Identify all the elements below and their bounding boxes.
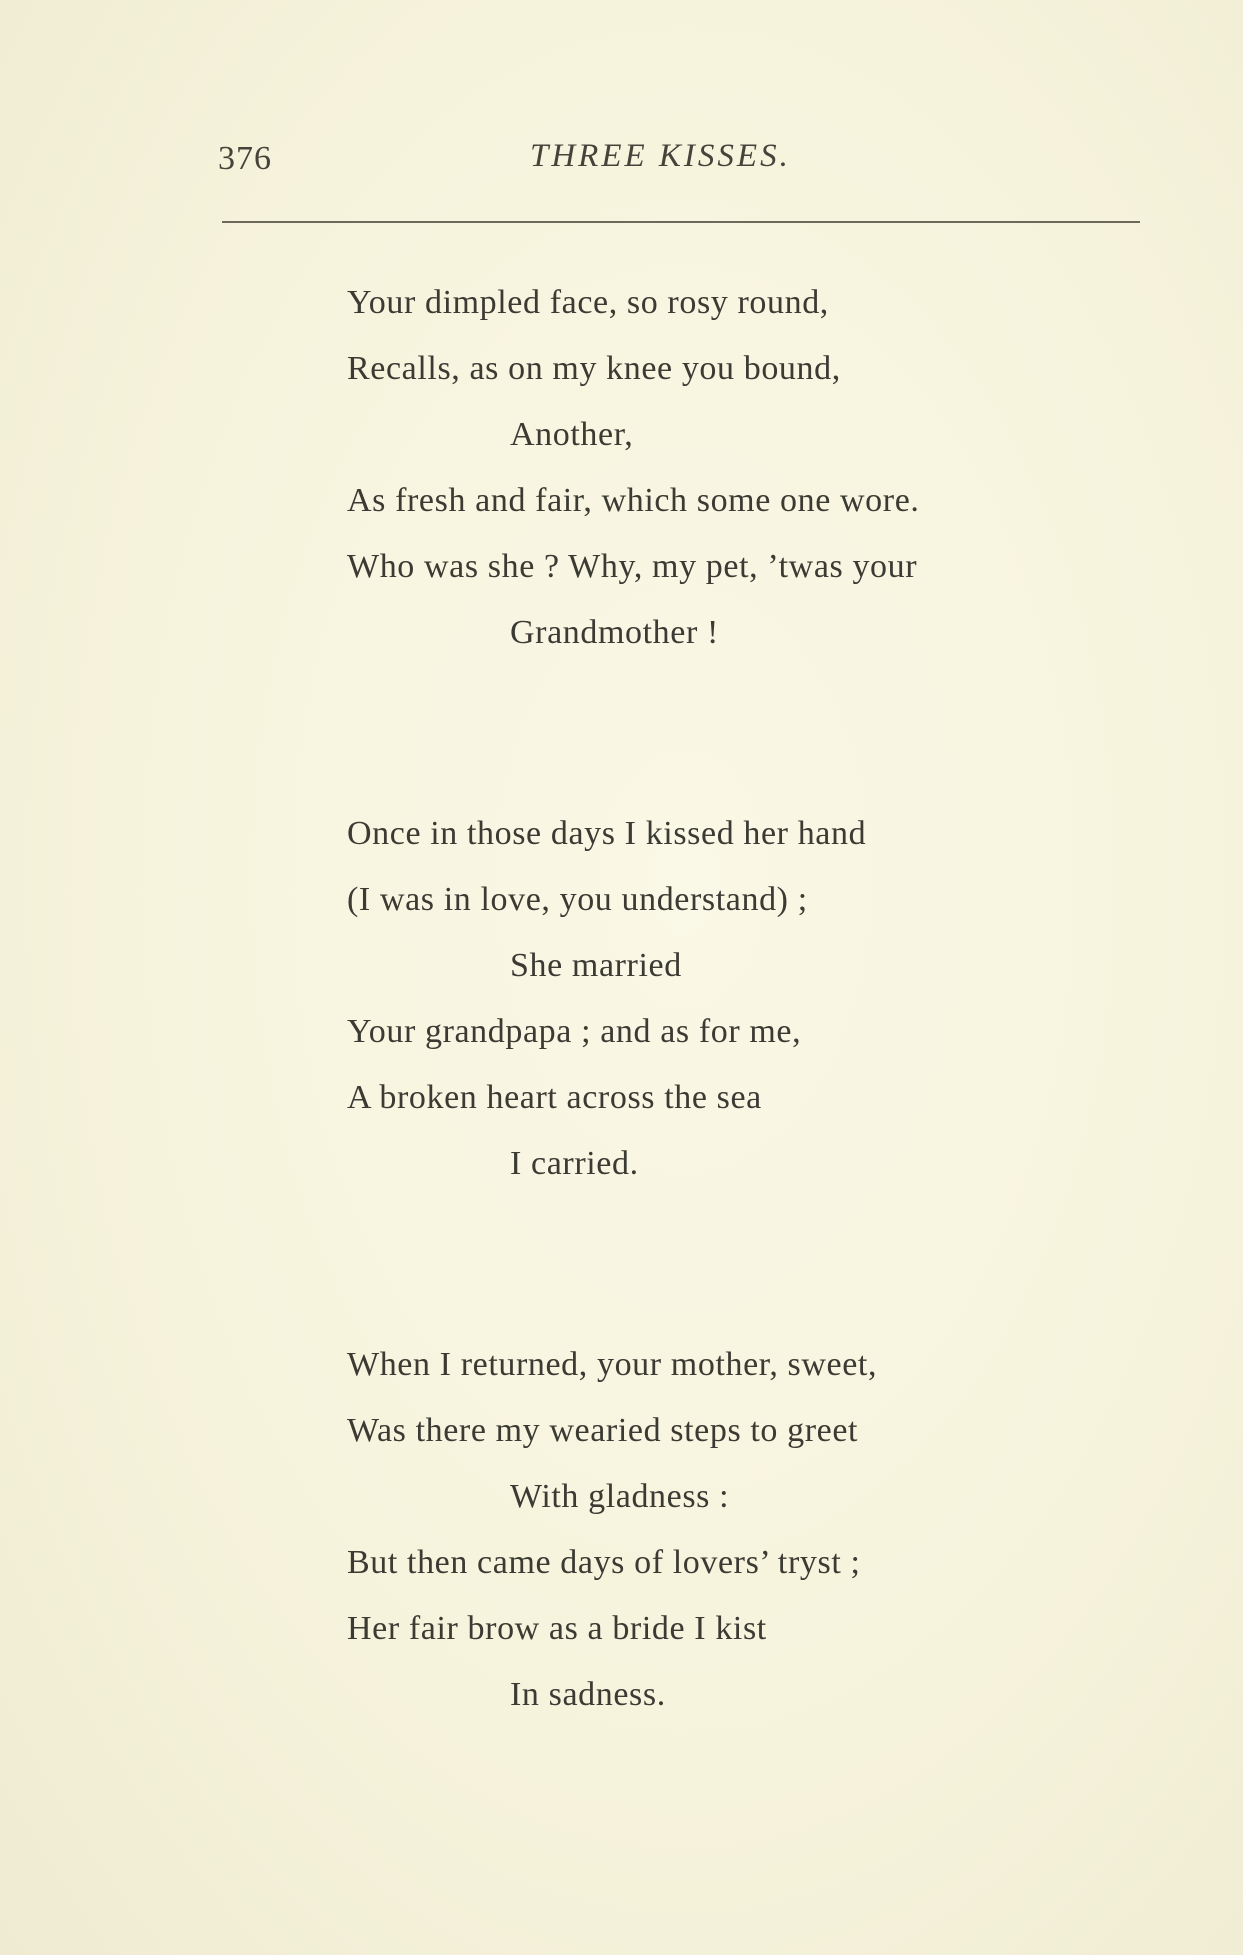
poem-line: Who was she ? Why, my pet, ’twas your: [347, 548, 918, 585]
poem-line: But then came days of lovers’ tryst ;: [347, 1544, 861, 1581]
poem-line-indented: I carried.: [510, 1145, 639, 1182]
poem-line: Was there my wearied steps to greet: [347, 1412, 859, 1449]
stanza-1: [347, 270, 1147, 666]
poem-line-indented: Grandmother !: [510, 614, 719, 651]
page-number: 376: [218, 140, 272, 177]
stanza-3: [347, 1332, 1147, 1728]
poem-line: Recalls, as on my knee you bound,: [347, 350, 841, 387]
poem-line: Your dimpled face, so rosy round,: [347, 284, 829, 321]
poem-line-indented: Another,: [510, 416, 634, 453]
stanza-2: [347, 801, 1147, 1197]
poem-line: A broken heart across the sea: [347, 1079, 762, 1116]
poem-line: Her fair brow as a bride I kist: [347, 1610, 767, 1647]
poem: [347, 270, 1147, 1863]
poem-line: Your grandpapa ; and as for me,: [347, 1013, 802, 1050]
poem-line: (I was in love, you understand) ;: [347, 881, 808, 918]
poem-line: As fresh and fair, which some one wore.: [347, 482, 920, 519]
poem-line-indented: With gladness :: [510, 1478, 730, 1515]
poem-line: Once in those days I kissed her hand: [347, 815, 867, 852]
header-rule: [222, 221, 1140, 223]
running-title: THREE KISSES.: [530, 138, 791, 174]
poem-line-indented: She married: [510, 947, 682, 984]
poem-line-indented: In sadness.: [510, 1676, 666, 1713]
poem-line: When I returned, your mother, sweet,: [347, 1346, 878, 1383]
